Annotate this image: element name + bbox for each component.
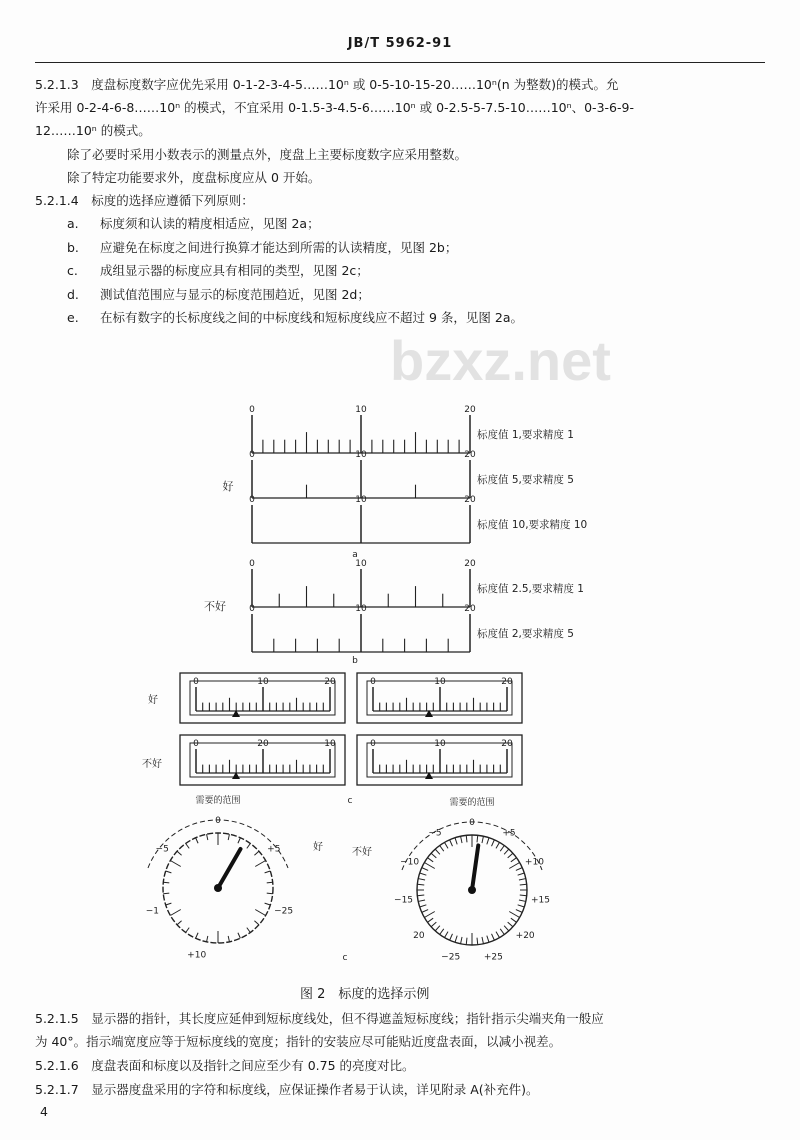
page-number: 4 xyxy=(40,1104,48,1119)
dial-tick xyxy=(450,934,453,940)
scale-label: 标度值 5,要求精度 5 xyxy=(477,474,574,486)
scale-number: 0 xyxy=(370,677,376,687)
dial-tick xyxy=(170,861,180,867)
dial-number: −15 xyxy=(394,895,414,906)
dial-number: −25 xyxy=(441,952,461,963)
good-label: 好 xyxy=(222,480,234,493)
dial-tick xyxy=(435,849,440,854)
dial-number: +5 xyxy=(267,844,281,855)
dial-tick xyxy=(450,840,453,846)
scale-number: 10 xyxy=(355,559,367,569)
scale-number: 20 xyxy=(257,739,269,749)
dial-tick xyxy=(428,858,434,862)
scale-number: 0 xyxy=(249,450,255,460)
scale-number: 0 xyxy=(193,739,199,749)
dial-tick xyxy=(186,844,190,849)
dial-tick xyxy=(482,836,483,843)
list-item-mark: e. xyxy=(67,310,79,325)
dial-tick xyxy=(424,912,434,918)
dial-number: −5 xyxy=(428,828,442,839)
dial-tick xyxy=(519,900,526,901)
dial-tick xyxy=(420,905,427,907)
list-item-text: 成组显示器的标度应具有相同的类型，见图 2c； xyxy=(100,263,369,278)
scale-number: 0 xyxy=(370,739,376,749)
dial-tick xyxy=(267,893,273,894)
dial-tick xyxy=(254,851,258,855)
scale-number: 20 xyxy=(464,559,476,569)
dial-tick xyxy=(511,918,517,922)
dial-tick xyxy=(428,918,434,922)
good-label-d: 好 xyxy=(313,842,323,853)
dial-tick xyxy=(508,922,513,927)
clause-5-2-1-7: 5.2.1.7 显示器度盘采用的字符和标度线，应保证操作者易于认读，详见附录 A(补充件)。 xyxy=(35,1082,539,1097)
dial-tick xyxy=(487,838,489,845)
list-item-text: 测试值范围应与显示的标度范围趋近，见图 2d； xyxy=(100,286,370,302)
scale-number: 0 xyxy=(249,604,255,614)
dial-tick xyxy=(196,838,198,843)
scale-number: 10 xyxy=(355,405,367,415)
scale-number: 20 xyxy=(464,604,476,614)
dial-pointer xyxy=(472,845,478,890)
dial-tick xyxy=(500,929,504,935)
dial-tick xyxy=(504,849,509,854)
bad-label-c: 不好 xyxy=(142,759,162,770)
clause-5-2-1-3-line1: 5.2.1.3 度盘标度数字应优先采用 0-1-2-3-4-5……10ⁿ 或 0-5-10-15-20……10ⁿ(n 为整数)的模式。允 xyxy=(35,77,619,92)
dial-tick xyxy=(247,844,251,849)
subfigure-a-label: a xyxy=(352,550,358,560)
scale-label: 标度值 10,要求精度 10 xyxy=(477,519,588,531)
dial-tick xyxy=(518,873,525,875)
dial-tick xyxy=(445,842,449,848)
dial-tick xyxy=(496,932,500,938)
dial-tick xyxy=(207,834,208,840)
dial-tick xyxy=(440,929,444,935)
scale-label: 标度值 2,要求精度 5 xyxy=(477,628,574,640)
clause-5-2-1-4: 5.2.1.4 标度的选择应遵循下列原则： xyxy=(35,193,254,208)
bad-label: 不好 xyxy=(204,600,226,613)
dial-tick xyxy=(196,933,198,938)
dial-hub xyxy=(468,886,476,894)
scale-number: 10 xyxy=(355,495,367,505)
dial-tick xyxy=(516,868,522,871)
dial-tick xyxy=(207,936,208,942)
dial-range-label: 需要的范围 xyxy=(195,796,241,806)
dial-hub xyxy=(214,884,222,892)
dial-tick xyxy=(431,922,436,927)
scale-number: 20 xyxy=(501,677,513,687)
dial-tick xyxy=(418,879,425,880)
subfigure-d-label: c xyxy=(342,953,348,963)
dial-number: 20 xyxy=(413,930,425,941)
dial-number: 0 xyxy=(215,816,221,826)
list-item-text: 在标有数字的长标度线之间的中标度线和短标度线应不超过 9 条，见图 2a。 xyxy=(100,310,523,325)
dial-tick xyxy=(177,921,181,925)
clause-5-2-1-5-line1: 5.2.1.5 显示器的指针，其长度应延伸到短标度线处，但不得遮盖短标度线；指针指示尖端夹角一般应 xyxy=(35,1011,604,1026)
dial-tick xyxy=(500,846,504,852)
dial-tick xyxy=(455,936,457,943)
dial-tick xyxy=(163,882,169,883)
dial-tick xyxy=(482,937,483,944)
dial-tick xyxy=(163,893,169,894)
clause-5-2-1-3-line2: 许采用 0-2-4-6-8……10ⁿ 的模式，不宜采用 0-1.5-3-4.5-6……10ⁿ 或 0-2.5-5-7.5-10……10ⁿ、0-3-6-9- xyxy=(35,100,634,115)
dial-tick xyxy=(424,863,434,869)
dial-tick xyxy=(477,835,478,842)
dial-tick xyxy=(255,861,265,867)
bad-label-d: 不好 xyxy=(352,847,372,858)
scale-number: 20 xyxy=(464,495,476,505)
scale-number: 20 xyxy=(501,739,513,749)
dial-tick xyxy=(435,926,440,931)
figure-2 xyxy=(0,395,800,975)
dial-tick xyxy=(509,912,519,918)
dial-tick xyxy=(417,895,424,896)
dial-tick xyxy=(487,936,489,943)
dial-tick xyxy=(466,835,467,842)
dial-tick xyxy=(445,932,449,938)
scale-number: 20 xyxy=(324,677,336,687)
list-item-mark: d. xyxy=(67,286,79,302)
dial-tick xyxy=(520,884,527,885)
watermark: bzxz.net xyxy=(390,329,611,392)
header-rule xyxy=(35,62,765,63)
dial-tick xyxy=(519,879,526,880)
clause-5-2-1-3-line3: 12……10ⁿ 的模式。 xyxy=(35,123,151,138)
dial-tick xyxy=(255,910,265,916)
scale-number: 0 xyxy=(249,559,255,569)
standard-number-header: JB/T 5962-91 xyxy=(347,36,453,51)
dial-number: +10 xyxy=(187,950,207,961)
dial-tick xyxy=(492,840,495,846)
dial-range-label: 需要的范围 xyxy=(449,798,495,808)
dial-tick xyxy=(440,846,444,852)
dial-tick xyxy=(508,853,513,858)
scale-number: 10 xyxy=(355,450,367,460)
scale-number: 10 xyxy=(434,739,446,749)
dial-tick xyxy=(267,882,273,883)
list-item-mark: a. xyxy=(67,216,79,231)
dial-tick xyxy=(516,910,522,913)
list-item-text: 应避免在标度之间进行换算才能达到所需的认读精度，见图 2b； xyxy=(100,239,458,255)
dial-tick xyxy=(228,936,229,942)
dial-number: +15 xyxy=(530,895,550,906)
dial-pointer xyxy=(218,849,241,888)
dial-tick xyxy=(420,873,427,875)
list-item-text: 标度须和认读的精度相适应，见图 2a； xyxy=(100,216,320,231)
scale-number: 0 xyxy=(249,405,255,415)
scale-number: 10 xyxy=(434,677,446,687)
dial-number: +10 xyxy=(524,857,544,868)
dial-tick xyxy=(520,895,527,896)
dial-tick xyxy=(417,884,424,885)
dial-tick xyxy=(422,910,428,913)
dial-tick xyxy=(504,926,509,931)
dial-tick xyxy=(186,928,190,933)
clause-5-2-1-6: 5.2.1.6 度盘表面和标度以及指针之间应至少有 0.75 的亮度对比。 xyxy=(35,1058,415,1073)
dial-tick xyxy=(461,836,462,843)
scale-label: 标度值 2.5,要求精度 1 xyxy=(477,583,584,595)
dial-tick xyxy=(254,921,258,925)
dial-number: +5 xyxy=(502,828,516,839)
dial-tick xyxy=(477,938,478,945)
dial-number: +25 xyxy=(483,952,503,963)
dial-tick xyxy=(496,842,500,848)
dial-tick xyxy=(509,863,519,869)
integer-numbers-text: 除了必要时采用小数表示的测量点外，度盘上主要标度数字应采用整数。 xyxy=(67,147,468,162)
dial-tick xyxy=(247,928,251,933)
scale-label: 标度值 1,要求精度 1 xyxy=(477,429,574,441)
dial-tick xyxy=(422,868,428,871)
dial-number: +20 xyxy=(515,930,535,941)
dial-tick xyxy=(461,937,462,944)
dial-tick xyxy=(265,871,271,873)
dial-tick xyxy=(228,834,229,840)
dial-tick xyxy=(265,903,271,905)
dial-tick xyxy=(466,938,467,945)
scale-number: 20 xyxy=(464,405,476,415)
dial-tick xyxy=(418,900,425,901)
dial-number: −25 xyxy=(274,906,294,917)
dial-tick xyxy=(177,851,181,855)
clause-5-2-1-5-line2: 为 40°。指示端宽度应等于短标度线的宽度；指针的安装应尽可能贴近度盘表面，以减小视差。 xyxy=(35,1034,562,1049)
dial-tick xyxy=(431,853,436,858)
dial-tick xyxy=(518,905,525,907)
figure-caption: 图 2 标度的选择示例 xyxy=(300,987,430,1002)
subfigure-c-label: c xyxy=(347,796,353,806)
dial-number: 0 xyxy=(469,818,475,828)
dial-number: −1 xyxy=(145,906,160,917)
dial-tick xyxy=(166,903,172,905)
good-label-c: 好 xyxy=(148,695,158,706)
dial-tick xyxy=(238,838,240,843)
dial-tick xyxy=(492,934,495,940)
dial-number: −10 xyxy=(400,857,420,868)
start-from-zero-text: 除了特定功能要求外，度盘标度应从 0 开始。 xyxy=(67,170,321,185)
scale-number: 10 xyxy=(257,677,269,687)
dial-tick xyxy=(238,933,240,938)
scale-number: 20 xyxy=(464,450,476,460)
dial-number: −5 xyxy=(155,844,169,855)
dial-tick xyxy=(455,838,457,845)
scale-number: 0 xyxy=(249,495,255,505)
dial-tick xyxy=(170,910,180,916)
list-item-mark: c. xyxy=(67,263,78,278)
scale-number: 10 xyxy=(324,739,336,749)
subfigure-b-label: b xyxy=(352,656,358,666)
scale-number: 0 xyxy=(193,677,199,687)
list-item-mark: b. xyxy=(67,239,79,255)
scale-number: 10 xyxy=(355,604,367,614)
dial-tick xyxy=(511,858,517,862)
dial-tick xyxy=(166,871,172,873)
